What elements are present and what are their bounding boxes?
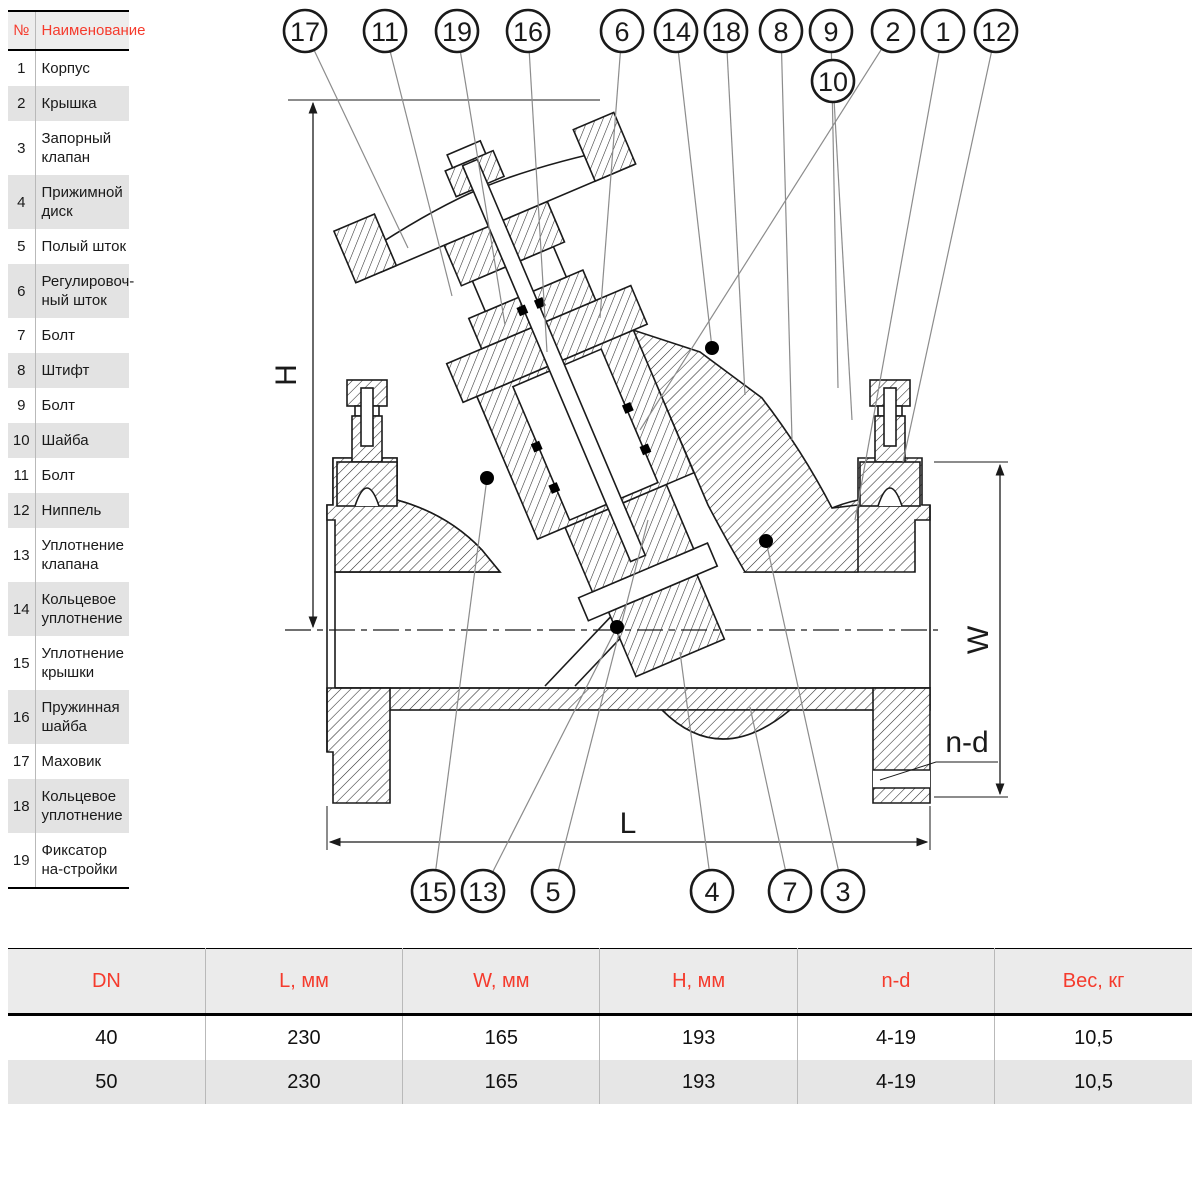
left-test-port: [337, 380, 397, 506]
table-row: 18 Кольцевое уплотнение: [8, 779, 129, 833]
svg-text:11: 11: [370, 17, 400, 47]
svg-text:12: 12: [980, 17, 1012, 47]
callout-17: [284, 10, 326, 52]
dim-W-label: W: [962, 625, 995, 655]
table-row: 8 Штифт: [8, 353, 129, 388]
parts-header-num: №: [8, 11, 35, 50]
spec-header-nd: n-d: [797, 949, 994, 1015]
table-row: 11 Болт: [8, 458, 129, 493]
callout-6: [601, 10, 643, 52]
callout-14: [655, 10, 697, 52]
handwheel-rim-left: [334, 214, 396, 283]
table-row: 16 Пружинная шайба: [8, 690, 129, 744]
table-row: 10 Шайба: [8, 423, 129, 458]
callout-11: [364, 10, 406, 52]
dim-H-label: H: [270, 364, 303, 386]
table-row: 15 Уплотнение крышки: [8, 636, 129, 690]
table-row: 13 Уплотнение клапана: [8, 528, 129, 582]
spec-header-h: H, мм: [600, 949, 797, 1015]
table-row: 9 Болт: [8, 388, 129, 423]
table-row: 7 Болт: [8, 318, 129, 353]
table-row: 19 Фиксатор на-стройки: [8, 833, 129, 888]
svg-text:7: 7: [782, 877, 798, 907]
table-row: 14 Кольцевое уплотнение: [8, 582, 129, 636]
table-row: 4 Прижимной диск: [8, 175, 129, 229]
callout-18: [705, 10, 747, 52]
spec-header-weight: Вес, кг: [995, 949, 1192, 1015]
table-row: 17 Маховик: [8, 744, 129, 779]
callout-15: [412, 870, 454, 912]
spec-header-l: L, мм: [205, 949, 402, 1015]
svg-text:13: 13: [467, 877, 499, 907]
callout-2: [872, 10, 914, 52]
callout-8: [760, 10, 802, 52]
callout-19: [436, 10, 478, 52]
table-row: 5 Полый шток: [8, 229, 129, 264]
parts-list-table: [8, 10, 146, 889]
svg-text:17: 17: [289, 17, 321, 47]
callout-7: [769, 870, 811, 912]
table-row: 50 230 165 193 4-19 10,5: [8, 1060, 1192, 1104]
table-row: 2 Крышка: [8, 86, 129, 121]
svg-text:8: 8: [773, 17, 789, 47]
table-row: 3 Запорный клапан: [8, 121, 129, 175]
table-row: 6 Регулировоч-ный шток: [8, 264, 129, 318]
spec-header-dn: DN: [8, 949, 205, 1015]
callout-12: [975, 10, 1017, 52]
callout-1: [922, 10, 964, 52]
table-row: 12 Ниппель: [8, 493, 129, 528]
callout-13: [462, 870, 504, 912]
svg-text:3: 3: [835, 877, 851, 907]
callout-10: [812, 60, 854, 102]
svg-text:10: 10: [817, 67, 849, 97]
spec-header-w: W, мм: [403, 949, 600, 1015]
svg-text:14: 14: [660, 17, 692, 47]
svg-text:2: 2: [885, 17, 901, 47]
svg-text:16: 16: [512, 17, 544, 47]
callout-4: [691, 870, 733, 912]
callout-5: [532, 870, 574, 912]
callout-9: [810, 10, 852, 52]
svg-text:19: 19: [441, 17, 473, 47]
parts-header-row: [8, 11, 129, 50]
svg-text:1: 1: [935, 17, 951, 47]
svg-text:5: 5: [545, 877, 561, 907]
svg-text:18: 18: [710, 17, 742, 47]
table-row: 40 230 165 193 4-19 10,5: [8, 1015, 1192, 1061]
parts-header-name: Наименование: [35, 11, 129, 50]
body-bottom-wall: [335, 688, 930, 710]
dim-L-label: L: [619, 807, 637, 840]
svg-text:9: 9: [823, 17, 839, 47]
spec-header-row: [8, 949, 1192, 1015]
callout-3: [822, 870, 864, 912]
left-flange-foot: [327, 688, 390, 803]
svg-text:4: 4: [704, 877, 720, 907]
svg-text:15: 15: [417, 877, 449, 907]
body-sump: [662, 710, 790, 739]
dim-nd-label: n-d: [945, 726, 989, 759]
callout-16: [507, 10, 549, 52]
svg-text:6: 6: [614, 17, 630, 47]
spec-table: [8, 948, 1192, 1104]
table-row: 1 Корпус: [8, 50, 129, 86]
